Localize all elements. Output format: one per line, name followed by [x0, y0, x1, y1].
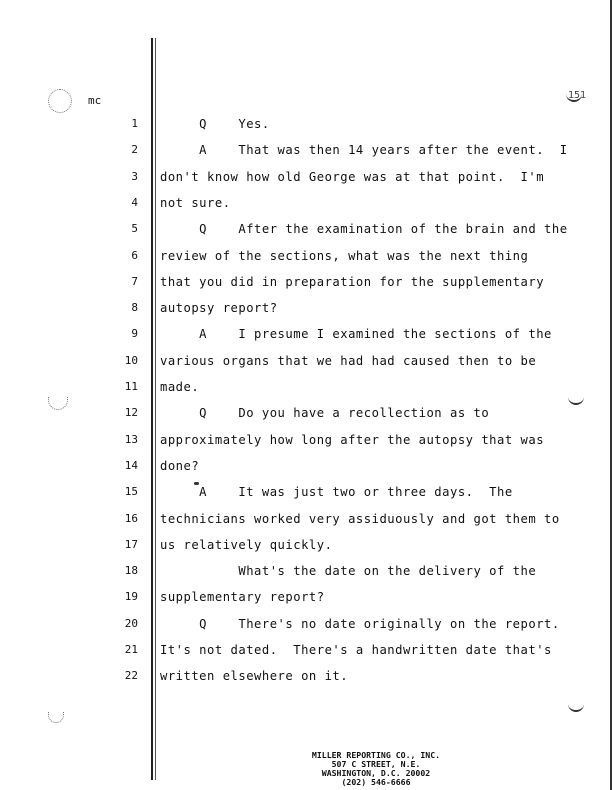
- footer-city: WASHINGTON, D.C. 20002: [321, 768, 431, 778]
- transcript-line: [0, 301, 612, 327]
- transcript-line: [0, 485, 612, 511]
- line-number: 12: [124, 406, 138, 420]
- line-text: made.: [160, 380, 200, 394]
- check-mark-icon: [568, 702, 584, 712]
- page-number: 151: [568, 90, 587, 101]
- transcript-line: [0, 512, 612, 538]
- line-text: Q Yes.: [160, 117, 270, 131]
- transcript-line: [0, 538, 612, 564]
- line-number: 10: [124, 353, 138, 367]
- line-number: 21: [124, 643, 138, 656]
- line-number: 19: [124, 590, 138, 604]
- line-number: 17: [124, 537, 138, 551]
- transcript-line: [0, 433, 612, 459]
- line-text: technicians worked very assiduously and got them to: [160, 511, 560, 526]
- line-text: A That was then 14 years after the event. I: [160, 143, 568, 158]
- line-text: don't know how old George was at that point. I'm: [160, 169, 545, 184]
- line-number: 8: [131, 301, 138, 315]
- reporter-footer: [276, 751, 476, 787]
- line-number: 16: [124, 511, 138, 525]
- transcript-line: [0, 170, 612, 196]
- transcript-line: [0, 564, 612, 590]
- transcript-line: [0, 249, 612, 275]
- line-text: autopsy report?: [160, 301, 278, 316]
- punch-hole-mark: [48, 712, 64, 723]
- line-number: 5: [131, 222, 138, 236]
- line-number: 9: [131, 327, 138, 341]
- transcript-line: [0, 222, 612, 248]
- transcript-line: [0, 354, 612, 380]
- line-text: review of the sections, what was the next thing: [160, 248, 529, 263]
- footer-street: 507 C STREET, N.E.: [331, 759, 421, 769]
- transcript-line: [0, 143, 612, 169]
- line-text: A It was just two or three days. The: [160, 485, 513, 500]
- line-number: 6: [131, 248, 138, 262]
- transcript-line: [0, 590, 612, 616]
- transcript-line: [0, 117, 612, 143]
- line-number: 3: [131, 169, 138, 183]
- line-number: 7: [131, 274, 138, 288]
- line-text: approximately how long after the autopsy that was: [160, 432, 545, 447]
- line-text: Q After the examination of the brain and the: [160, 222, 568, 237]
- transcript-line: [0, 617, 612, 643]
- line-number: 20: [124, 616, 138, 630]
- line-text: Q There's no date originally on the report.: [160, 616, 560, 631]
- line-text: that you did in preparation for the supplementary: [160, 274, 545, 289]
- line-text: A I presume I examined the sections of the: [160, 327, 552, 342]
- reporter-initials: mc: [88, 94, 102, 107]
- transcript-line: [0, 380, 612, 406]
- line-text: supplementary report?: [160, 590, 325, 605]
- line-text: us relatively quickly.: [160, 537, 333, 552]
- transcript-line: [0, 669, 612, 695]
- transcript-line: [0, 196, 612, 222]
- footer-phone: (202) 546-6666: [341, 777, 411, 787]
- line-number: 2: [131, 143, 138, 157]
- line-number: 18: [124, 564, 138, 578]
- line-number: 4: [131, 195, 138, 209]
- punch-hole-mark: [48, 89, 72, 113]
- line-text: What's the date on the delivery of the: [160, 564, 537, 579]
- line-number: 15: [124, 485, 138, 499]
- transcript-line: [0, 643, 612, 669]
- transcript-line: [0, 459, 612, 485]
- transcript-line: [0, 406, 612, 432]
- line-text: done?: [160, 458, 200, 473]
- line-text: It's not dated. There's a handwritten date that's: [160, 643, 552, 657]
- line-text: various organs that we had had caused then to be: [160, 353, 537, 368]
- transcript-line: [0, 275, 612, 301]
- transcript-line: [0, 327, 612, 353]
- line-number: 11: [124, 380, 138, 393]
- line-number: 1: [131, 117, 138, 130]
- line-text: written elsewhere on it.: [160, 669, 349, 684]
- line-number: 13: [124, 432, 138, 446]
- line-text: Q Do you have a recollection as to: [160, 406, 490, 421]
- line-text: not sure.: [160, 195, 231, 210]
- line-number: 14: [124, 458, 138, 472]
- footer-company: MILLER REPORTING CO., INC.: [311, 750, 441, 760]
- line-number: 22: [124, 669, 138, 683]
